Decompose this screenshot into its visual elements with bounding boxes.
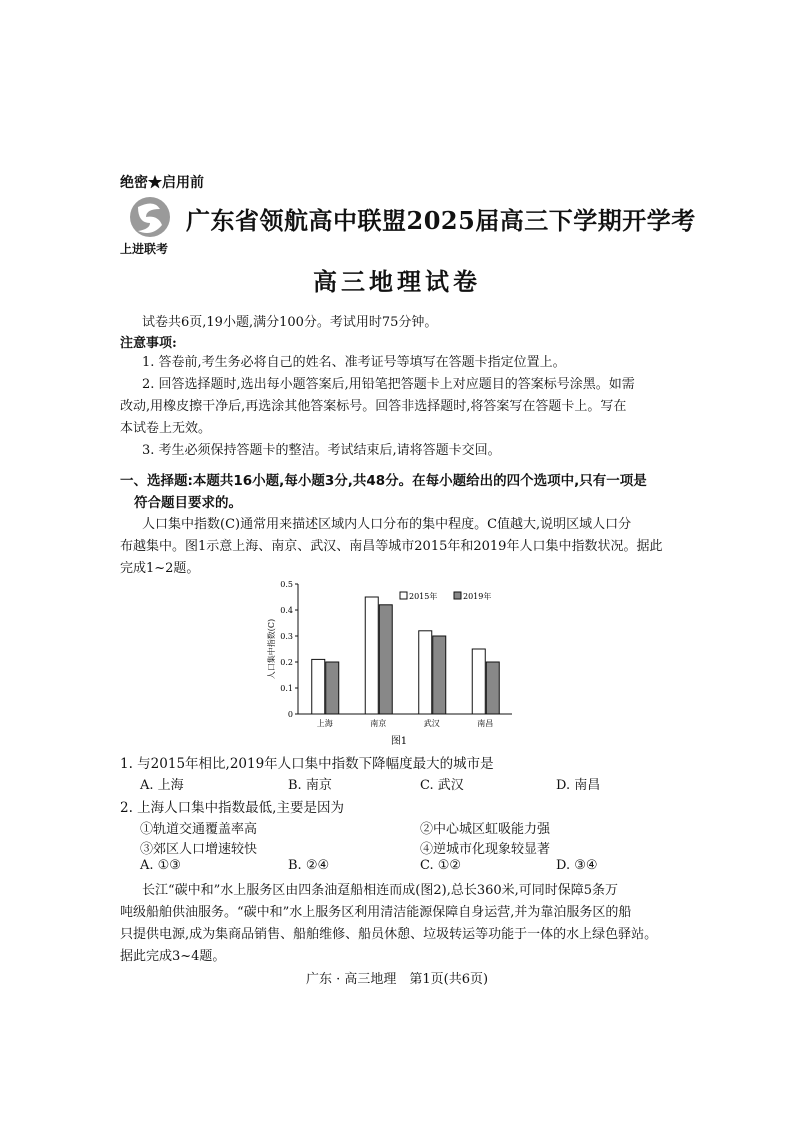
legend-label: 2015年: [409, 592, 438, 601]
exam-intro: 试卷共6页,19小题,满分100分。考试用时75分钟。: [142, 315, 438, 330]
y-tick-label: 0.1: [280, 684, 293, 693]
bar: [326, 662, 339, 714]
secret-label: 绝密★启用前: [120, 175, 204, 191]
y-tick-label: 0.5: [280, 580, 293, 589]
y-tick-label: 0: [287, 710, 293, 719]
bar: [433, 636, 446, 714]
bar: [419, 631, 432, 714]
passage-line: 据此完成3~4题。: [120, 949, 226, 964]
bar: [486, 662, 499, 714]
option-c[interactable]: C. ①②: [420, 858, 462, 873]
passage-line: 人口集中指数(C)通常用来描述区域内人口分布的集中程度。C值越大,说明区域人口分: [142, 517, 632, 532]
y-axis-label: 人口集中指数(C): [267, 618, 276, 680]
passage-line: 吨级船舶供油服务。“碳中和”水上服务区利用清洁能源保障自身运营,并为靠泊服务区的船: [120, 905, 632, 920]
x-tick-label: 武汉: [423, 719, 440, 728]
legend-label: 2019年: [463, 592, 492, 601]
passage-line: 只提供电源,成为集商品销售、船舶维修、船员休憩、垃圾转运等功能于一体的水上绿色驿站。: [120, 927, 658, 942]
logo-text: 上进联考: [120, 242, 169, 256]
y-tick-label: 0.4: [280, 606, 293, 615]
x-tick-label: 南昌: [477, 719, 494, 728]
option-b[interactable]: B. ②④: [288, 858, 330, 873]
bar: [365, 597, 378, 714]
legend-swatch: [454, 592, 461, 599]
statement-item: ①轨道交通覆盖率高: [140, 822, 258, 837]
x-tick-label: 上海: [316, 719, 333, 728]
passage-line: 长江“碳中和”水上服务区由四条油趸船相连而成(图2),总长360米,可同时保障5条万: [142, 883, 619, 898]
x-tick-label: 南京: [370, 719, 387, 728]
page-footer: 广东 · 高三地理 第1页(共6页): [305, 972, 489, 987]
option-b[interactable]: B. 南京: [288, 778, 332, 793]
bar: [472, 649, 485, 714]
note-item: 1. 答卷前,考生务必将自己的姓名、准考证号等填写在答题卡指定位置上。: [142, 355, 566, 370]
figure-caption: 图1: [390, 736, 408, 747]
statement-item: ③郊区人口增速较快: [140, 842, 258, 857]
notes-heading: 注意事项:: [120, 336, 177, 351]
note-item: 改动,用橡皮擦干净后,再选涂其他答案标号。回答非选择题时,将答案写在答题卡上。写在: [120, 399, 627, 414]
passage-line: 布越集中。图1示意上海、南京、武汉、南昌等城市2015年和2019年人口集中指数状况。据此: [120, 539, 663, 554]
question-stem: 2. 上海人口集中指数最低,主要是因为: [120, 800, 344, 816]
note-item: 2. 回答选择题时,选出每小题答案后,用铅笔把答题卡上对应题目的答案标号涂黑。如需: [142, 377, 635, 392]
passage-line: 完成1~2题。: [120, 561, 200, 576]
option-a[interactable]: A. 上海: [140, 778, 184, 793]
option-d[interactable]: D. ③④: [556, 858, 598, 873]
population-chart: [262, 578, 522, 748]
exam-title: 广东省领航高中联盟2025届高三下学期开学考: [186, 206, 696, 235]
bar: [379, 605, 392, 714]
y-tick-label: 0.3: [280, 632, 293, 641]
y-tick-label: 0.2: [280, 658, 293, 667]
note-item: 本试卷上无效。: [120, 421, 212, 436]
note-item: 3. 考生必须保持答题卡的整洁。考试结束后,请将答题卡交回。: [142, 443, 501, 458]
exam-subtitle: 高三地理试卷: [313, 267, 481, 296]
question-stem: 1. 与2015年相比,2019年人口集中指数下降幅度最大的城市是: [120, 756, 494, 772]
option-a[interactable]: A. ①③: [140, 858, 181, 873]
bar: [312, 659, 325, 714]
section-heading: 一、选择题:本题共16小题,每小题3分,共48分。在每小题给出的四个选项中,只有一项是 符合题目要求的。: [120, 473, 647, 511]
option-d[interactable]: D. 南昌: [556, 778, 601, 793]
statement-item: ④逆城市化现象较显著: [420, 842, 551, 857]
option-c[interactable]: C. 武汉: [420, 778, 464, 793]
statement-item: ②中心城区虹吸能力强: [420, 822, 551, 837]
legend-swatch: [400, 592, 407, 599]
